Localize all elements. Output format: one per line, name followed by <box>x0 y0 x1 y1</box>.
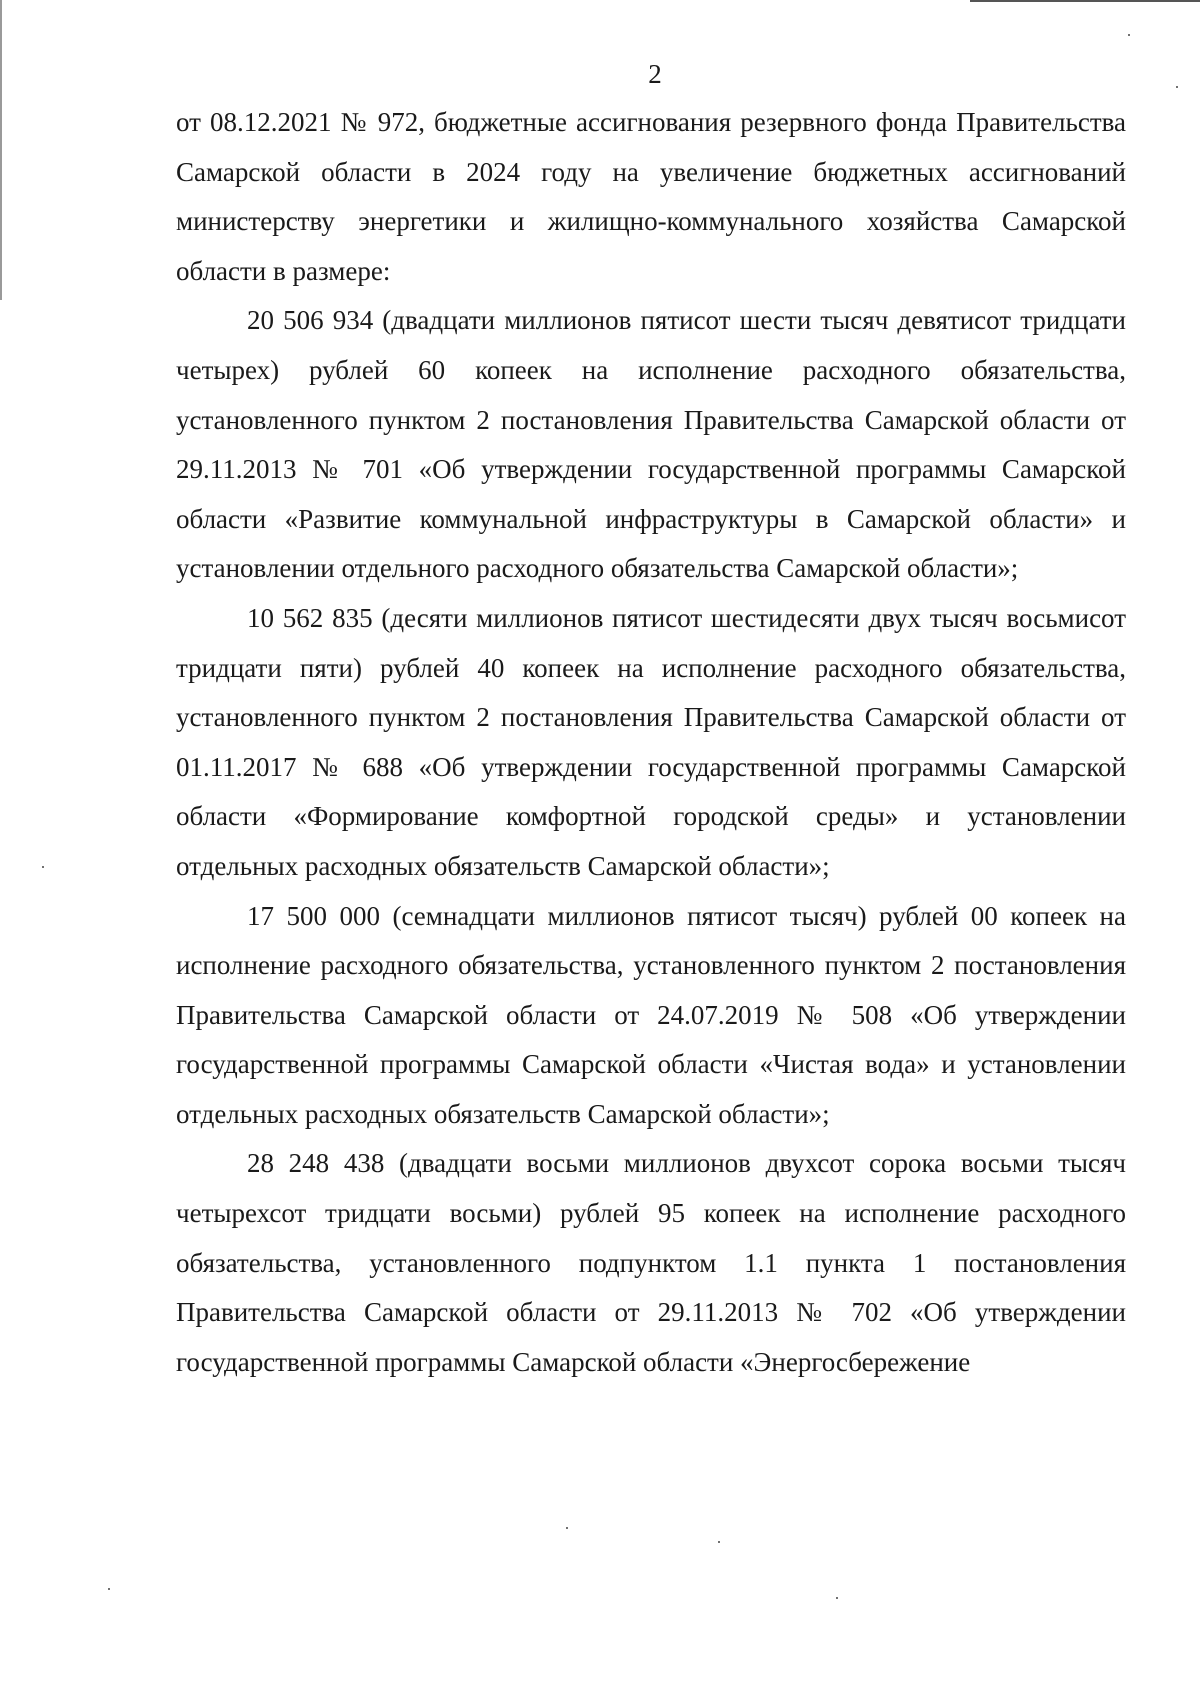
paragraph-intro: от 08.12.2021 № 972, бюджетные ассигнования резервного фонда Правительства Самарской области в 2024 году на увеличение бюджетных ассигнований министерству энергетики и жилищно-коммунального хозяйства Самарской области в размере: <box>176 107 1126 286</box>
page-number: 2 <box>648 59 662 89</box>
paragraph-allocation-3: 17 500 000 (семнадцати миллионов пятисот тысяч) рублей 00 копеек на исполнение расходного обязательства, установленного пунктом 2 постановления Правительства Самарской области от 24.07.2019 № 508 «Об утверждении государственной программы Самарской области «Чистая вода» и установлении отдельных расходных обязательств Самарской области»; <box>176 900 1126 1129</box>
paragraph-allocation-4: 28 248 438 (двадцати восьми миллионов двухсот сорока восьми тысяч четырехсот тридцати восьми) рублей 95 копеек на исполнение расходного обязательства, установленного подпунктом 1.1 пункта 1 постановления Правительства Самарской области от 29.11.2013 № 702 «Об утверждении государственной программы Самарской области «Энергосбережение <box>176 1148 1126 1377</box>
scan-speck <box>108 1588 110 1590</box>
paragraph-allocation-2: 10 562 835 (десяти миллионов пятисот шестидесяти двух тысяч восьмисот тридцати пяти) рублей 40 копеек на исполнение расходного обязательства, установленного пунктом 2 постановления Правительства Самарской области от 01.11.2017 № 688 «Об утверждении государственной программы Самарской области «Формирование комфортной городской среды» и установлении отдельных расходных обязательств Самарской области»; <box>176 602 1126 881</box>
scan-top-rule <box>970 0 1200 2</box>
scan-speck <box>566 1527 568 1529</box>
scan-left-edge <box>0 0 2 300</box>
scan-speck <box>1128 34 1130 36</box>
scan-speck <box>836 1597 838 1599</box>
scan-speck <box>718 1541 720 1543</box>
scan-speck <box>42 866 44 868</box>
document-body <box>176 98 1126 1387</box>
paragraph-allocation-1: 20 506 934 (двадцати миллионов пятисот шести тысяч девятисот тридцати четырех) рублей 60 копеек на исполнение расходного обязательства, установленного пунктом 2 постановления Правительства Самарской области от 29.11.2013 № 701 «Об утверждении государственной программы Самарской области «Развитие коммунальной инфраструктуры в Самарской области» и установлении отдельного расходного обязательства Самарской области»; <box>176 305 1126 584</box>
scan-speck <box>1176 86 1178 88</box>
